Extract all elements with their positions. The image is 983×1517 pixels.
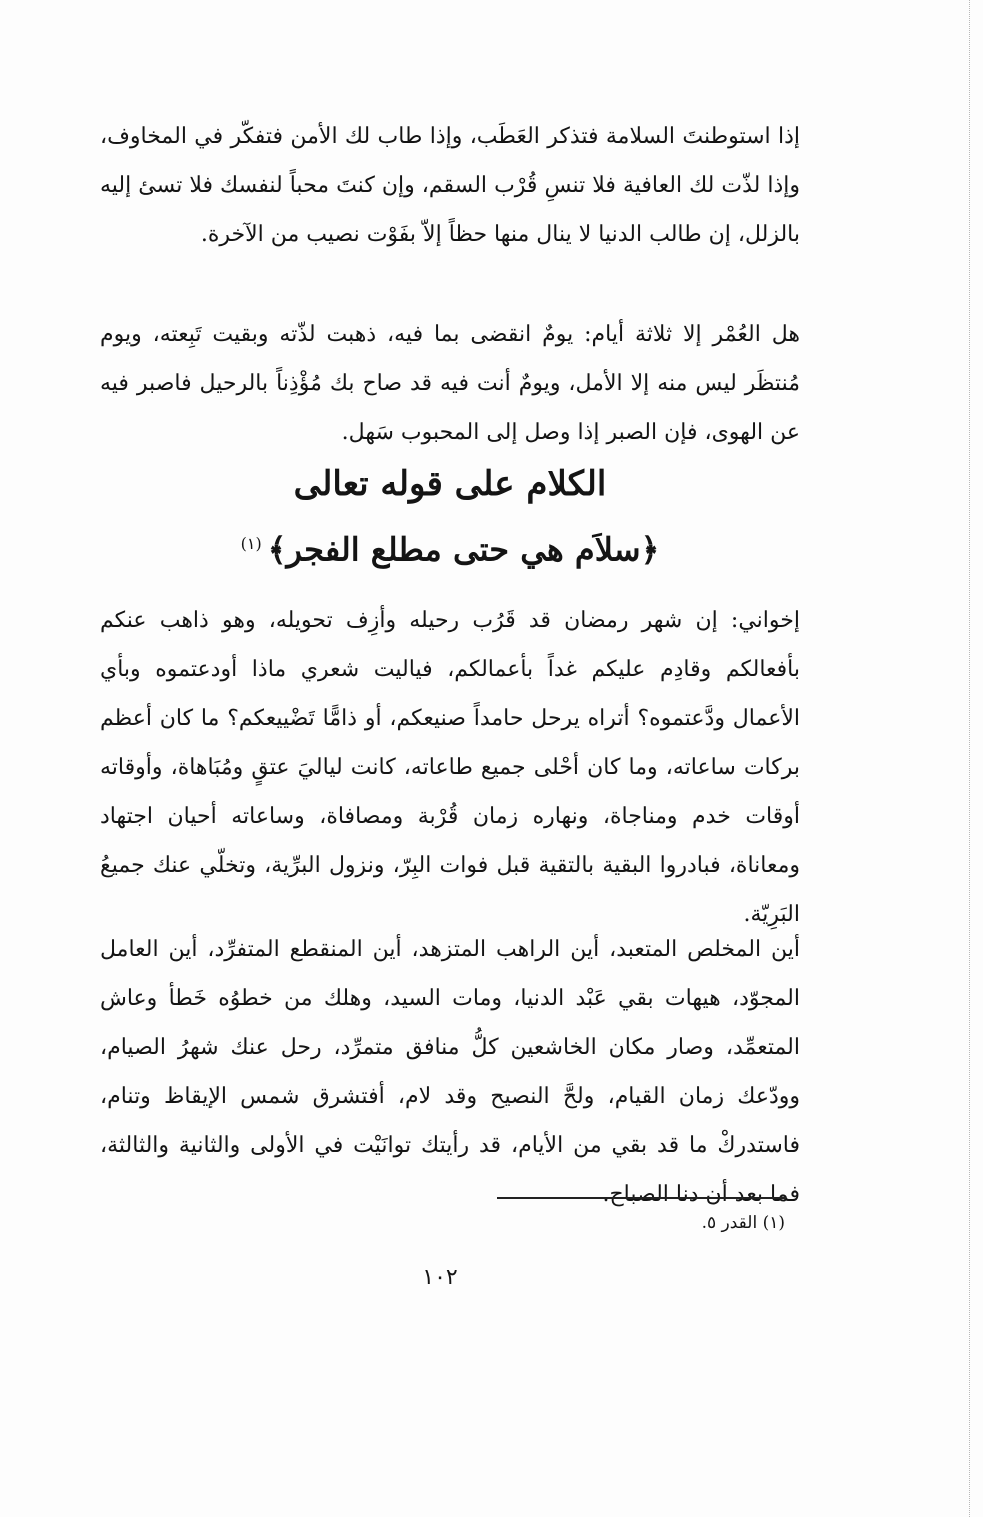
footnote-divider: [497, 1197, 786, 1199]
section-subheading: [180, 520, 720, 574]
page-edge-line: [969, 0, 970, 1517]
paragraph-4: أين المخلص المتعبد، أين الراهب المتزهد، أين المنقطع المتفرِّد، أين العامل المجوّد، هيهات بقي عَبْد الدنيا، ومات السيد، وهلك من خطوُه خَطأ وعاش المتعمِّد، وصار مكان الخاشعين كلُّ منافق متمرِّد، رحل عنك شهرُ الصيام، وودّعك زمان القيام، ولحَّ النصيح وقد لام، أفتشرق شمس الإيقاظ وتنام، فاستدركْ ما قد بقي من الأيام، قد رأيتك توانَيْت في الأولى والثانية والثالثة، فما بعد أن دنا الصباح.: [100, 937, 800, 1207]
paragraph-1: إذا استوطنتَ السلامة فتذكر العَطَب، وإذا طاب لك الأمن فتفكّر في المخاوف، وإذا لذّت لك العافية فلا تنسِ قُرْب السقم، وإن كنتَ محباً لنفسك فلا تسئ إليه بالزلل، إن طالب الدنيا لا ينال منها حظاً إلاّ بفَوْت نصيب من الآخرة.: [100, 124, 800, 247]
subheading-verse: ﴿سلاَم هي حتى مطلع الفجر﴾: [267, 530, 660, 569]
footnote: (١) القدر ٥.: [701, 1213, 785, 1233]
footnote-reference: (١): [240, 534, 262, 553]
section-heading: الكلام على قوله تعالى: [293, 464, 607, 504]
page-number: ١٠٢: [422, 1265, 458, 1290]
paragraph-2: هل العُمْر إلا ثلاثة أيام: يومٌ انقضى بما فيه، ذهبت لذّته وبقيت تَبِعته، ويوم مُنتظَر ليس منه إلا الأمل، ويومٌ أنت فيه قد صاح بك مُؤْذِناً بالرحيل فاصبر فيه عن الهوى، فإن الصبر إذا وصل إلى المحبوب سَهل.: [100, 322, 800, 445]
paragraph-3: إخواني: إن شهر رمضان قد قَرُب رحيله وأزِف تحويله، وهو ذاهب عنكم بأفعالكم وقادِم عليكم غداً بأعمالكم، فياليت شعري ماذا أودعتموه وبأي الأعمال ودَّعتموه؟ أتراه يرحل حامداً صنيعكم، أو ذامًّا تَضْييعكم؟ ما كان أعظم بركات ساعاته، وما كان أحْلى جميع طاعاته، كانت لياليَ عتقٍ ومُبَاهاة، وأوقاته أوقات خدم ومناجاة، ونهاره زمان قُرْبة ومصافاة، وساعاته أحيان اجتهاد ومعاناة، فبادروا البقية بالتقية قبل فوات البِرّ، ونزول البرِّية، وتخلّي عنك جميعُ البَرِيّة.: [100, 608, 800, 927]
